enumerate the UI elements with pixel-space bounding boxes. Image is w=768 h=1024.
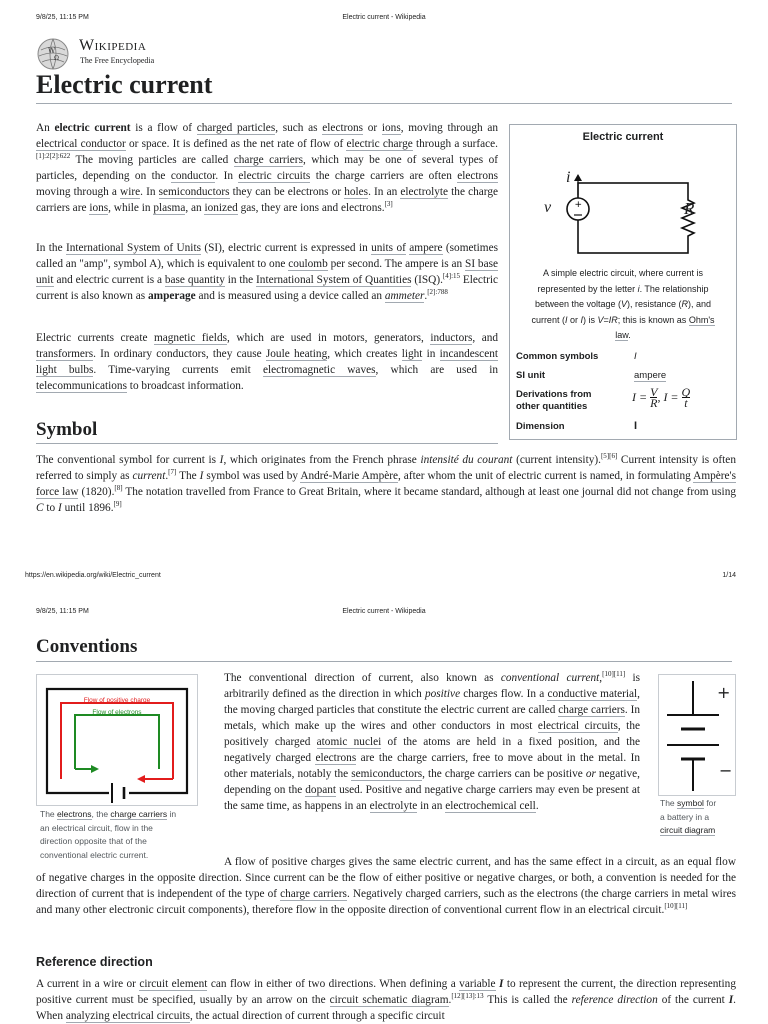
section-heading-symbol: Symbol [36, 419, 98, 440]
section-heading-conventions: Conventions [36, 636, 138, 657]
wikipedia-tagline: The Free Encyclopedia [80, 56, 155, 65]
symbol-paragraph: The conventional symbol for current is I, which originates from the French phrase intensité du courant (current intensity).[5][6] Current intensity is often referred to simply as current.[7] The I symbol was used by André-Marie Ampère, after whom the unit of electric current is named, in formulating Ampère's force law (1820).[8] The notation travelled from France to Great Britain, where it became standard, although at least one journal did not change from using C to I until 1896.[9] [36, 452, 736, 514]
battery-symbol-caption: The symbol for a battery in a circuit diagram [660, 798, 717, 835]
print-tab-title: Electric current - Wikipedia [342, 14, 426, 21]
svg-text:Ω: Ω [54, 55, 59, 62]
circuit-label-r: R [684, 199, 695, 218]
battery-plus-label: + [717, 683, 731, 702]
ohms-law-link[interactable]: Ohm's [688, 314, 715, 325]
infobox-value-derivations: I = V R , I = Q t [632, 385, 691, 410]
title-divider [36, 103, 732, 104]
infobox-title: Electric current [582, 131, 664, 143]
intro-paragraph-2: In the International System of Units (SI), electric current is expressed in units of ampere (sometimes called an "amp", symbol A), which is equivalent to one coulomb per second. The ampere is an SI base unit and electric current is a base quantity in the International System of Quantities (ISQ).$^{[4]:15}$ Electric current is also known as amperage and is measured using a device called an ammeter.$^{[2]:788}$ [36, 242, 499, 302]
infobox-row-si-unit: SI unit [516, 370, 546, 381]
battery-symbol-figure[interactable] [658, 674, 736, 796]
wikipedia-globe-icon[interactable] [35, 36, 71, 72]
print-datetime-2: 9/8/25, 11:15 PM [36, 608, 89, 615]
infobox-value-si-unit[interactable]: ampere [634, 370, 667, 381]
infobox-caption: A simple electric circuit, where current is represented by the letter i. The relationship between the voltage (V), resistance (R), and current (I or I) is V=IR; this is known as Ohm's law. [531, 268, 715, 341]
conventions-divider [36, 661, 732, 662]
infobox-value-symbols: I [634, 351, 637, 362]
symbol-divider [36, 443, 498, 444]
page-title: Electric current [36, 70, 213, 99]
print-tab-title-2: Electric current - Wikipedia [342, 608, 426, 615]
print-url: https://en.wikipedia.org/wiki/Electric_current [25, 572, 161, 579]
print-page-number: 1/14 [722, 572, 736, 579]
section-heading-reference-direction: Reference direction [36, 955, 153, 969]
conventions-paragraph-1: The conventional direction of current, also known as conventional current,[10][11] is arbitrarily defined as the direction in which positive charges flow. In a conductive material, the moving charged particles that constitute the electric current are called charge carriers. In metals, which make up the wires and other conductors in most electrical circuits, the positively charged atomic nuclei of the atoms are held in a fixed position, and the negatively charged electrons are the charge carriers, free to move about in the metal. In other materials, notably the semiconductors, the charge carriers can be positive or negative, depending on the dopant used. Positive and negative charge carriers may even be present at the same time, as happens in an electrolyte in an electrochemical cell. [224, 670, 641, 812]
electron-flow-caption: The electrons, the charge carriers in an electrical circuit, flow in the direction opposite that of the conventional electric current. [40, 809, 177, 860]
battery-minus-label: − [719, 761, 733, 780]
wikipedia-wordmark[interactable]: Wikipedia [79, 37, 147, 54]
circuit-label-i: i [566, 169, 571, 186]
reference-direction-paragraph: A current in a wire or circuit element can flow in either of two directions. When defining a variable I to represent the current, the direction representing positive current must be specified, usually by an arrow on the circuit schematic diagram.$^{[12][13]:13}$ This is called the reference direction of the current I. When analyzing electrical circuits, the actual direction of current through a specific circuit [36, 978, 736, 1022]
svg-text:+: + [574, 200, 583, 210]
intro-paragraph-1: An electric current is a flow of charged particles, such as electrons or ions, moving through an electrical conductor or space. It is defined as the net rate of flow of electric charge through a surface.$^{[1]:2[2]:622}$ The moving particles are called charge carriers, which may be one of several types of particles, depending on the conductor. In electric circuits the charge carriers are often electrons moving through a wire. In semiconductors they can be electrons or holes. In an electrolyte the charge carriers are ions, while in plasma, an ionized gas, they are ions and electrons.[3] [36, 122, 499, 214]
print-datetime: 9/8/25, 11:15 PM [36, 14, 89, 21]
svg-text:W: W [48, 47, 56, 55]
positive-flow-label: Flow of positive charge [83, 697, 151, 704]
infobox-row-derivations: Derivations from other quantities [516, 389, 592, 412]
electron-flow-label: Flow of electrons [92, 709, 142, 716]
conventions-paragraph-2: A flow of positive charges gives the same electric current, and has the same effect in a circuit, as an equal flow of negative charges in the opposite direction. Since current can be the flow of either positive or negative charges, or both, a convention is needed for the direction of current that is independent of the type of charge carriers. Negatively charged carriers, such as the electrons (the charge carriers in metal wires and many other electronic circuit components), therefore flow in the opposite direction of conventional current flow in an electrical circuit.[10][11] [36, 856, 736, 916]
infobox-row-symbols: Common symbols [516, 351, 599, 362]
infobox [509, 124, 737, 440]
infobox-value-dimension: I [634, 420, 638, 432]
circuit-label-v: v [544, 199, 552, 216]
electron-flow-figure[interactable] [36, 674, 198, 806]
infobox-row-dimension: Dimension [516, 421, 565, 432]
intro-paragraph-3: Electric currents create magnetic fields, which are used in motors, generators, inductors, and transformers. In ordinary conductors, they cause Joule heating, which creates light in incandescent light bulbs. Time-varying currents emit electromagnetic waves, which are used in telecommunications to broadcast information. [36, 332, 499, 392]
